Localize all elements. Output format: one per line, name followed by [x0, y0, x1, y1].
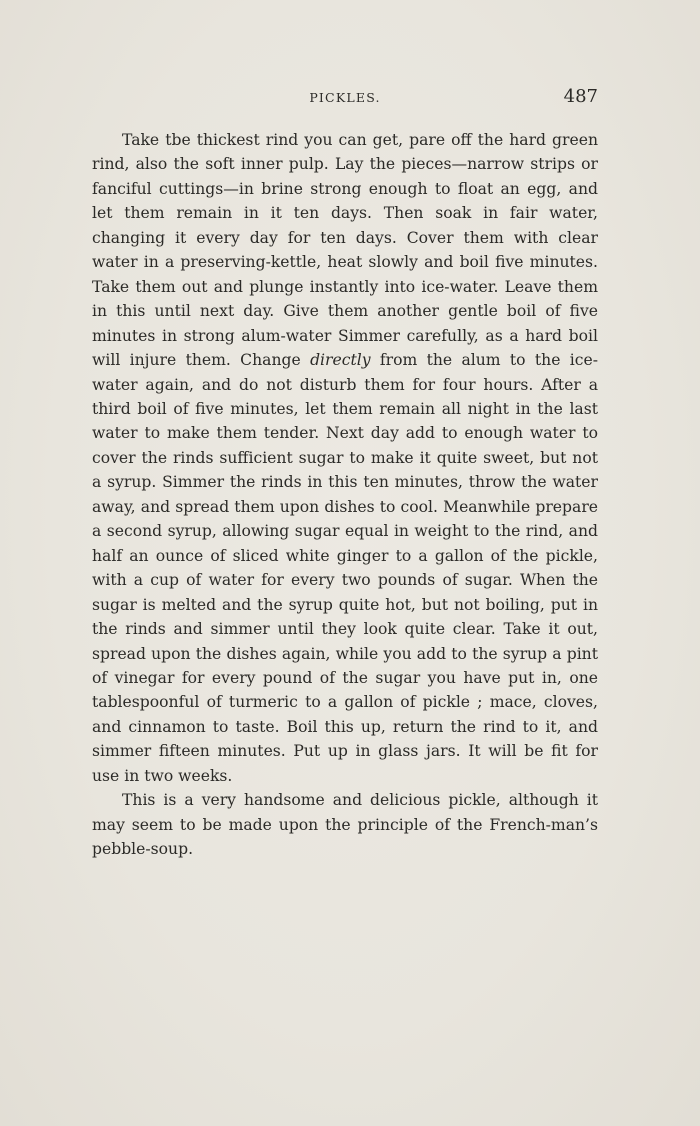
paragraph-recipe	[92, 128, 598, 788]
italic-word-directly: directly	[310, 351, 371, 370]
page-number: 487	[563, 86, 598, 107]
paragraph-recipe-part-1: Take tbe thickest rind you can get, pare off the hard green rind, also the soft inner pulp. Lay the pieces—narrow strips or fanciful cuttings—in brine strong enough to float an egg, and let them remain in it ten days. Then soak in fair water, changing it every day for ten days. Cover them with clear water in a preserving-kettle, heat slowly and boil five minutes. Take them out and plunge instantly into ice-water. Leave them in this until next day. Give them another gentle boil of five minutes in strong alum-water Simmer carefully, as a hard boil will injure them. Change	[92, 131, 598, 370]
body-text	[92, 128, 598, 862]
running-head	[92, 86, 598, 110]
running-title: PICKLES.	[309, 90, 381, 105]
paragraph-recipe-part-2: from the alum to the ice-water again, and do not disturb them for four hours. After a third boil of five minutes, let them remain all night in the last water to make them tender. Next day add to enough water to cover the rinds sufficient sugar to make it quite sweet, but not a syrup. Simmer the rinds in this ten minutes, throw the water away, and spread them upon dishes to cool. Meanwhile prepare a second syrup, allowing sugar equal in weight to the rind, and half an ounce of sliced white ginger to a gallon of the pickle, with a cup of water for every two pounds of sugar. When the sugar is melted and the syrup quite hot, but not boiling, put in the rinds and simmer until they look quite clear. Take it out, spread upon the dishes again, while you add to the syrup a pint of vinegar for every pound of the sugar you have put in, one tablespoonful of turmeric to a gallon of pickle ; mace, cloves, and cinnamon to taste. Boil this up, return the rind to it, and simmer fifteen minutes. Put up in glass jars. It will be fit for use in two weeks.	[92, 351, 598, 785]
paragraph-note: This is a very handsome and delicious pickle, although it may seem to be made upon the principle of the French-man’s pebble-soup.	[92, 791, 598, 859]
